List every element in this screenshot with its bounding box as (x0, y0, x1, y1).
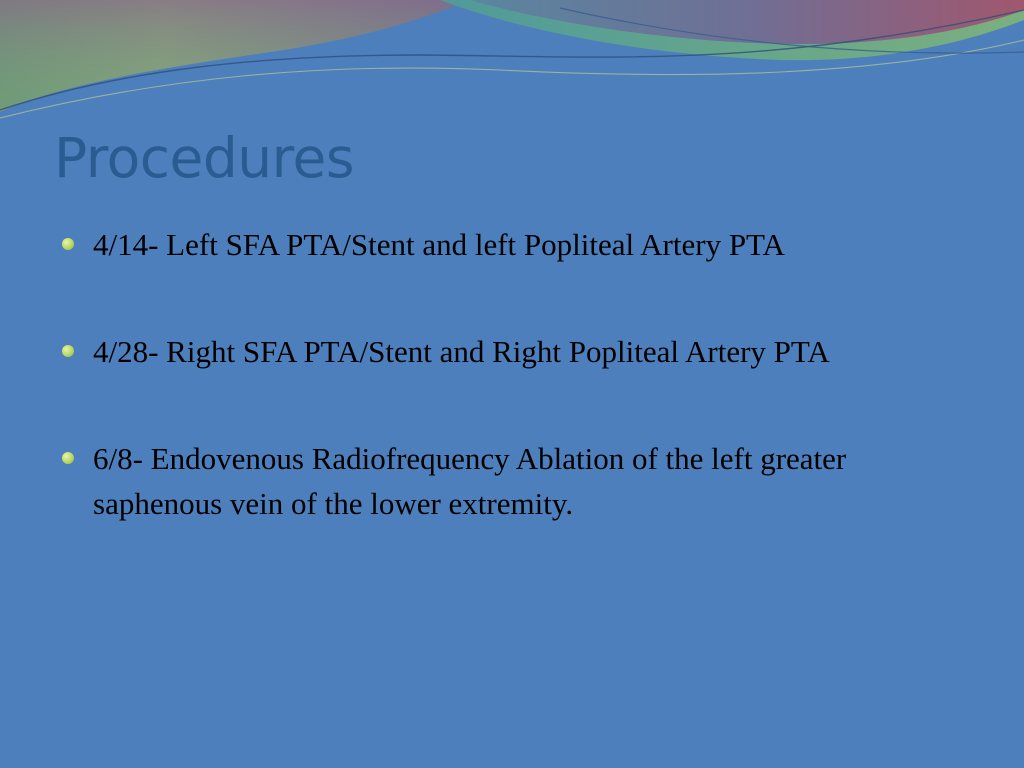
bullet-text: 4/28- Right SFA PTA/Stent and Right Popliteal Artery PTA (93, 334, 830, 369)
bullet-dot-icon (62, 452, 74, 464)
bullet-dot-icon (62, 345, 74, 357)
bullet-item (62, 436, 962, 526)
bullet-item (62, 222, 962, 267)
bullet-text: 6/8- Endovenous Radiofrequency Ablation of the left greater saphenous vein of the lower extremity. (93, 441, 847, 521)
bullet-text: 4/14- Left SFA PTA/Stent and left Popliteal Artery PTA (93, 227, 785, 262)
bullet-item (62, 329, 962, 374)
slide-title: Procedures (54, 126, 354, 190)
bullet-dot-icon (62, 238, 74, 250)
bullet-list (62, 222, 962, 526)
wave-top-tint (0, 0, 470, 112)
